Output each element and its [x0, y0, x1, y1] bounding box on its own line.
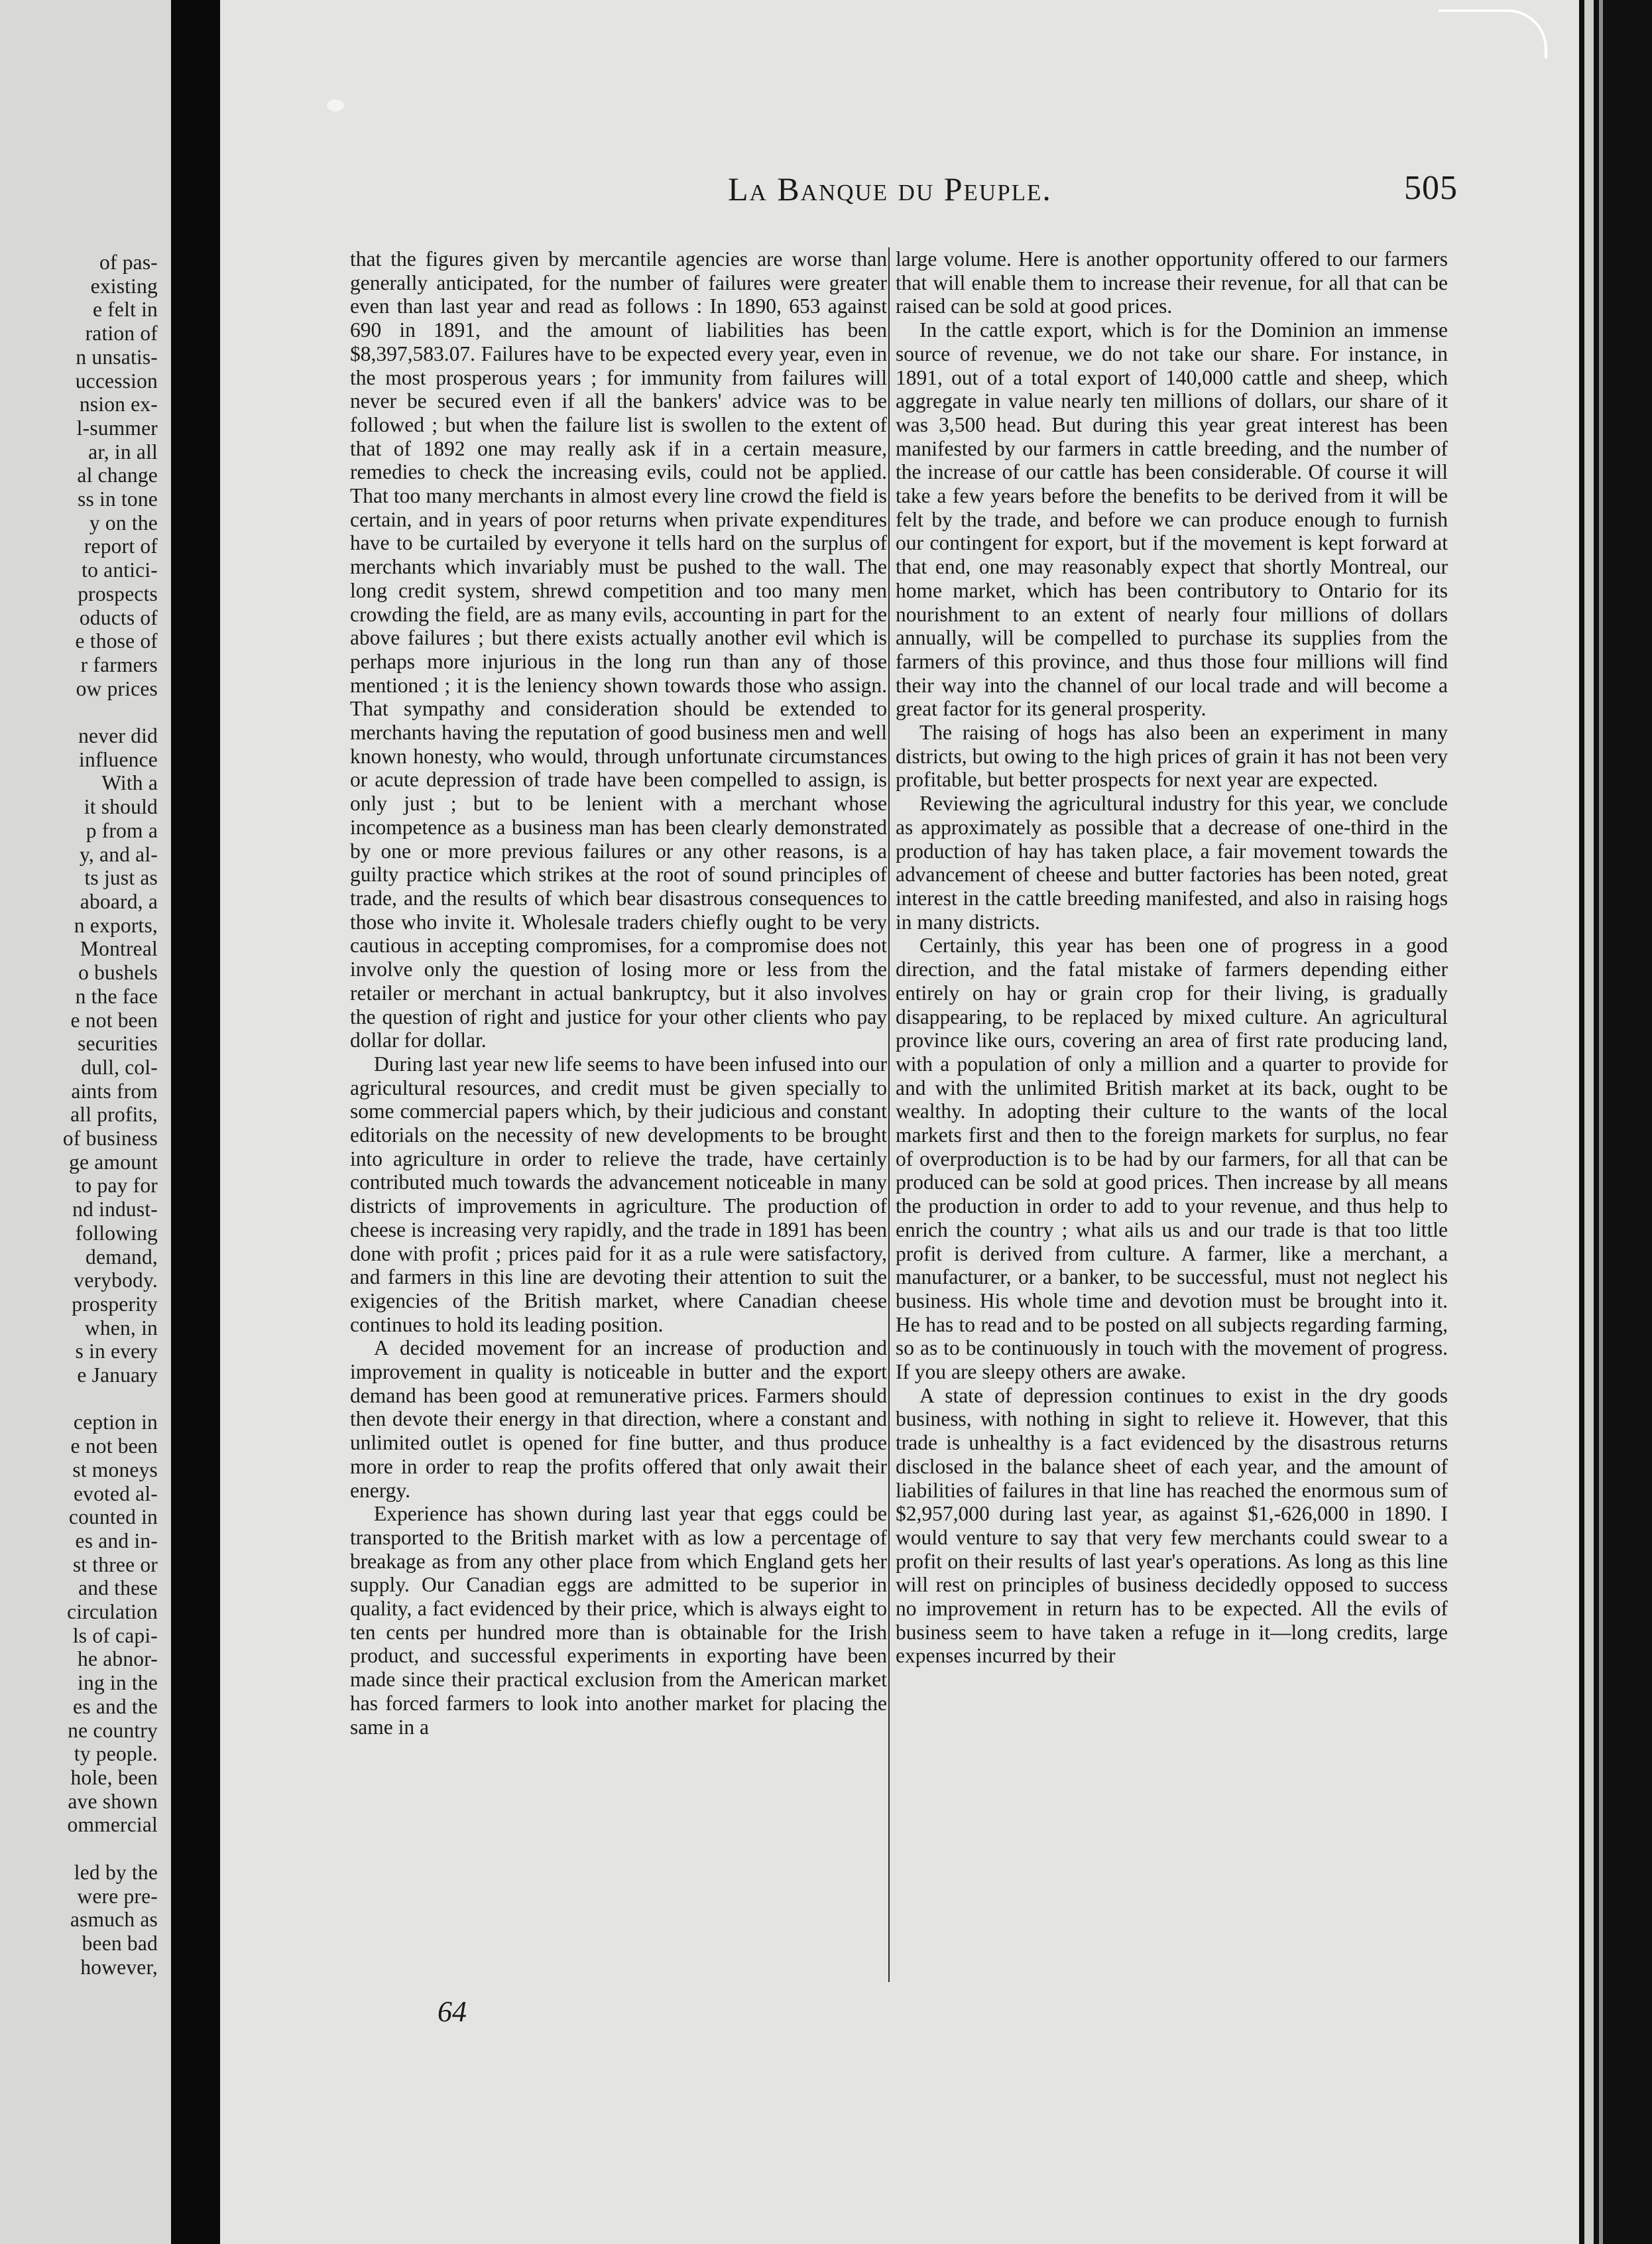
previous-page-line: e not been [70, 1434, 158, 1458]
previous-page-line [0, 1387, 158, 1411]
previous-page-line: never did [78, 724, 158, 748]
running-head [728, 170, 1052, 208]
previous-page-line [0, 700, 158, 724]
previous-page-line: aints from [71, 1079, 158, 1103]
previous-page-line: es and in- [75, 1528, 158, 1552]
paragraph: Experience has shown during last year that eggs could be transported to the British market with as low a percentage of breakage as from any other place from which England gets her supply. Our Canadian eggs are admitted to be superior in quality, a fact evidenced by their price, which is always eight to ten cents per hundred more than is obtainable for the Irish product, and successful experiments in exporting have been made since their practical exclusion from the American market has forced farmers to look into another market for placing the same in a [350, 1502, 887, 1739]
page-edge-shadow [1599, 0, 1603, 2244]
previous-page-line: ne country [68, 1718, 158, 1742]
previous-page-line: it should [84, 795, 158, 819]
previous-page-line: With a [101, 771, 158, 795]
previous-page-line: ception in [73, 1410, 158, 1434]
previous-page-line: ar, in all [88, 440, 158, 464]
paragraph: that the figures given by mercantile agencies are worse than generally anticipated, for the number of failures were greater even than last year and read as follows : In 1890, 653 against 690 in 1891, and the amount of liabilities has been $8,397,583.07. Failures have to be expected every year, even in the most prosperous years ; for immunity from failures will never be secured even if all the bankers' advice was to be followed ; but when the failure list is swollen to the extent of that of 1892 one may really ask if in a certain measure, remedies to check the increasing evils, could not be applied. That too many merchants in almost every line crowd the field is certain, and in years of poor returns when private expenditures have to be curtailed by everyone it tells hard on the surplus of merchants which invariably must be pushed to the wall. The long credit system, shrewd competition and too many men crowding the field, are as many evils, accounting in part for the above failures ; but there exists actually another evil which is perhaps more injurious in the long run than any of those mentioned ; it is the leniency shown towards those who assign. That sympathy and consideration should be extended to merchants having the reputation of good business men and well known honesty, who would, through unfortunate circumstances or acute depression of trade have been compelled to assign, is only just ; but to be lenient with a merchant whose incompetence as a business man has been clearly demonstrated by one or more previous failures or any other reasons, is a guilty practice which strikes at the root of sound principles of trade, and the results of which bear disastrous consequences to those who invite it. Wholesale traders chiefly ought to be very cautious in accepting compromises, for a compromise does not involve only the question of losing more or less from the retailer or merchant in actual bankruptcy, but it also involves the question of right and justice for your other clients who pay dollar for dollar. [350, 247, 887, 1052]
paragraph: Certainly, this year has been one of progress in a good direction, and the fatal mistake of farmers depending either entirely on hay or grain crop for their living, is gradually disappearing, to be replaced by mixed culture. An agricultural province like ours, covering an area of first rate producing land, with a population of only a million and a quarter to provide for and with the unlimited British market at its back, ought to be wealthy. In adopting their culture to the wants of the local markets first and then to the foreign markets for surplus, no fear of overproduction is to be had by our farmers, for all that can be produced can be sold at good prices. Then increase by all means the production in order to add to your revenue, and thus help to enrich the country ; what ails us and our trade is that too little profit is derived from culture. A farmer, like a merchant, a manufacturer, or a banker, to be successful, must not neglect his business. His whole time and devotion must be brought into it. He has to read and to be posted on all subjects regarding farming, so as to be continuously in touch with the movement of progress. If you are sleepy others are awake. [896, 934, 1448, 1384]
previous-page-line: uccession [75, 369, 158, 393]
previous-page-line: dull, col- [81, 1055, 158, 1079]
running-head-banque: Banque [777, 170, 889, 208]
previous-page-line: ts just as [84, 866, 158, 890]
previous-page-line: l-summer [76, 416, 158, 440]
previous-page-line: prosperity [72, 1292, 158, 1316]
previous-page-line: however, [80, 1955, 158, 1979]
left-text-column [350, 247, 887, 1739]
previous-page-line: were pre- [77, 1884, 158, 1908]
book-gutter [171, 0, 220, 2244]
previous-page-line: verybody. [74, 1269, 158, 1292]
page-edge-right [1579, 0, 1652, 2244]
previous-page-line: counted in [68, 1505, 158, 1529]
previous-page-line: ing in the [78, 1671, 158, 1695]
previous-page-line: s in every [75, 1340, 158, 1363]
previous-page-line: n exports, [74, 913, 158, 937]
previous-page-line: report of [84, 534, 158, 558]
previous-page-line: aboard, a [80, 889, 158, 913]
previous-page-line: asmuch as [70, 1908, 158, 1932]
previous-page-line: and these [78, 1576, 158, 1600]
previous-page-line: securities [78, 1032, 158, 1056]
previous-page-line: es and the [73, 1694, 158, 1718]
previous-page-line: e not been [70, 1008, 158, 1032]
paragraph: A decided movement for an increase of production and improvement in quality is noticeable in butter and the export demand has been good at remunerative prices. Farmers should then devote their energy in that direction, where a constant and unlimited outlet is opened for fine butter, and thus produce more in order to reap the profits offered that only await their energy. [350, 1336, 887, 1502]
previous-page-line: existing [90, 274, 158, 298]
previous-page-line: all profits, [70, 1103, 158, 1127]
previous-page-line [0, 1837, 158, 1861]
previous-page-text-column [0, 251, 158, 1979]
previous-page-line: e felt in [92, 298, 158, 322]
previous-page-line: he abnor- [78, 1647, 158, 1671]
previous-page-line: of business [62, 1127, 158, 1151]
scan-artifact-spot [327, 99, 344, 111]
previous-page-line: circulation [67, 1600, 158, 1624]
previous-page-line: n the face [75, 984, 158, 1008]
previous-page-line: ration of [85, 322, 158, 345]
previous-page-line: ow prices [76, 676, 158, 700]
paragraph: During last year new life seems to have been infused into our agricultural resources, and credit must be given specially to some commercial papers which, by their judicious and constant editorials on the necessity of new developments to be brought into agriculture in order to relieve the trade, have certainly contributed much towards the advancement noticeable in many districts of improvements in agriculture. The production of cheese is increasing very rapidly, and the trade in 1891 has been done with profit ; prices paid for it as a rule were satisfactory, and farmers in this line are devoting their attention to suit the exigencies of the British market, where Canadian cheese continues to hold its leading position. [350, 1052, 887, 1336]
previous-page-line: e those of [75, 629, 158, 653]
running-head-du: du [898, 170, 935, 208]
previous-page-line: ge amount [69, 1150, 158, 1174]
previous-page-line: y, and al- [79, 842, 158, 866]
previous-page-line: ommercial [67, 1813, 158, 1837]
previous-page-line: influence [79, 747, 158, 771]
previous-page-line: when, in [84, 1316, 158, 1340]
right-text-column [896, 247, 1448, 1668]
previous-page-line: led by the [74, 1860, 158, 1884]
previous-page-line: following [75, 1221, 158, 1245]
signature-mark: 64 [438, 1995, 467, 2028]
previous-page-line: al change [77, 464, 158, 487]
previous-page-line: of pas- [99, 251, 158, 274]
previous-page-line: oducts of [79, 605, 158, 629]
running-head-peuple: Peuple. [943, 170, 1052, 208]
paragraph: In the cattle export, which is for the Dominion an immense source of revenue, we do not take our share. For instance, in 1891, out of a total export of 140,000 cattle and sheep, which aggregate in value nearly ten millions of dollars, our share of it was 3,500 head. But during this year great interest has been manifested by our farmers in cattle breeding, and the number of the increase of our cattle has been considerable. Of course it will take a few years before the benefits to be derived from it will be felt by the trade, and before we can produce enough to furnish our contingent for export, but if the movement is kept forward at that end, one may reasonably expect that shortly Montreal, our home market, which has been contributory to Ontario for its nourishment to an extent of nearly four millions of dollars annually, will be compelled to purchase its supplies from the farmers of this province, and thus those four millions will find their way into the channel of our local trade and will become a great factor for its general prosperity. [896, 318, 1448, 721]
previous-page-line: r farmers [80, 653, 158, 676]
column-rule [888, 247, 890, 1982]
paragraph: large volume. Here is another opportunity offered to our farmers that will enable them to increase their revenue, for all that can be raised can be sold at good prices. [896, 247, 1448, 318]
running-head-la: La [728, 170, 768, 208]
previous-page-line: been bad [82, 1931, 158, 1955]
previous-page-line: p from a [86, 818, 158, 842]
previous-page-line: ty people. [74, 1742, 158, 1766]
previous-page-line: o bushels [78, 961, 158, 985]
previous-page-line: ls of capi- [72, 1623, 158, 1647]
previous-page-line: st moneys [72, 1458, 158, 1481]
previous-page-line: hole, been [70, 1766, 158, 1789]
previous-page-line: prospects [78, 582, 158, 605]
previous-page-line: demand, [86, 1245, 158, 1269]
previous-page-line: nd indust- [72, 1198, 158, 1221]
previous-page-line: n unsatis- [76, 345, 158, 369]
paragraph: Reviewing the agricultural industry for this year, we conclude as approximately as possible that a decrease of one-third in the production of hay has taken place, a fair movement towards the advancement of cheese and butter factories has been noted, great interest in the cattle breeding manifested, and also in raising hogs in many districts. [896, 792, 1448, 934]
paragraph: The raising of hogs has also been an experiment in many districts, but owing to the high prices of grain it has not been very profitable, but better prospects for next year are expected. [896, 721, 1448, 792]
previous-page-line: nsion ex- [79, 393, 158, 416]
scan-artifact-hook [1439, 9, 1547, 58]
previous-page-line: ave shown [68, 1789, 158, 1813]
page-number: 505 [1404, 169, 1458, 207]
previous-page-fragment [0, 0, 171, 2244]
previous-page-line: Montreal [80, 937, 158, 961]
previous-page-line: st three or [72, 1552, 158, 1576]
previous-page-line: to antici- [82, 558, 158, 582]
previous-page-line: to pay for [75, 1174, 158, 1198]
previous-page-line: evoted al- [73, 1481, 158, 1505]
previous-page-line: e January [77, 1363, 158, 1387]
previous-page-line: ss in tone [77, 487, 158, 511]
paragraph: A state of depression continues to exist in the dry goods business, with nothing in sight to relieve it. However, that this trade is unhealthy is a fact evidenced by the disastrous returns disclosed in the balance sheet of each year, and the amount of liabilities of failures in that line has reached the enormous sum of $2,957,000 during last year, as against $1,-626,000 in 1890. I would venture to say that very few merchants could swear to a profit on their results of last year's operations. As long as this line will rest on principles of business decidedly opposed to success no improvement in return has to be expected. All the evils of business seem to have taken a refuge in it—long credits, large expenses incurred by their [896, 1383, 1448, 1668]
page-edge-strip [1584, 0, 1594, 2244]
previous-page-line: y on the [89, 511, 158, 534]
